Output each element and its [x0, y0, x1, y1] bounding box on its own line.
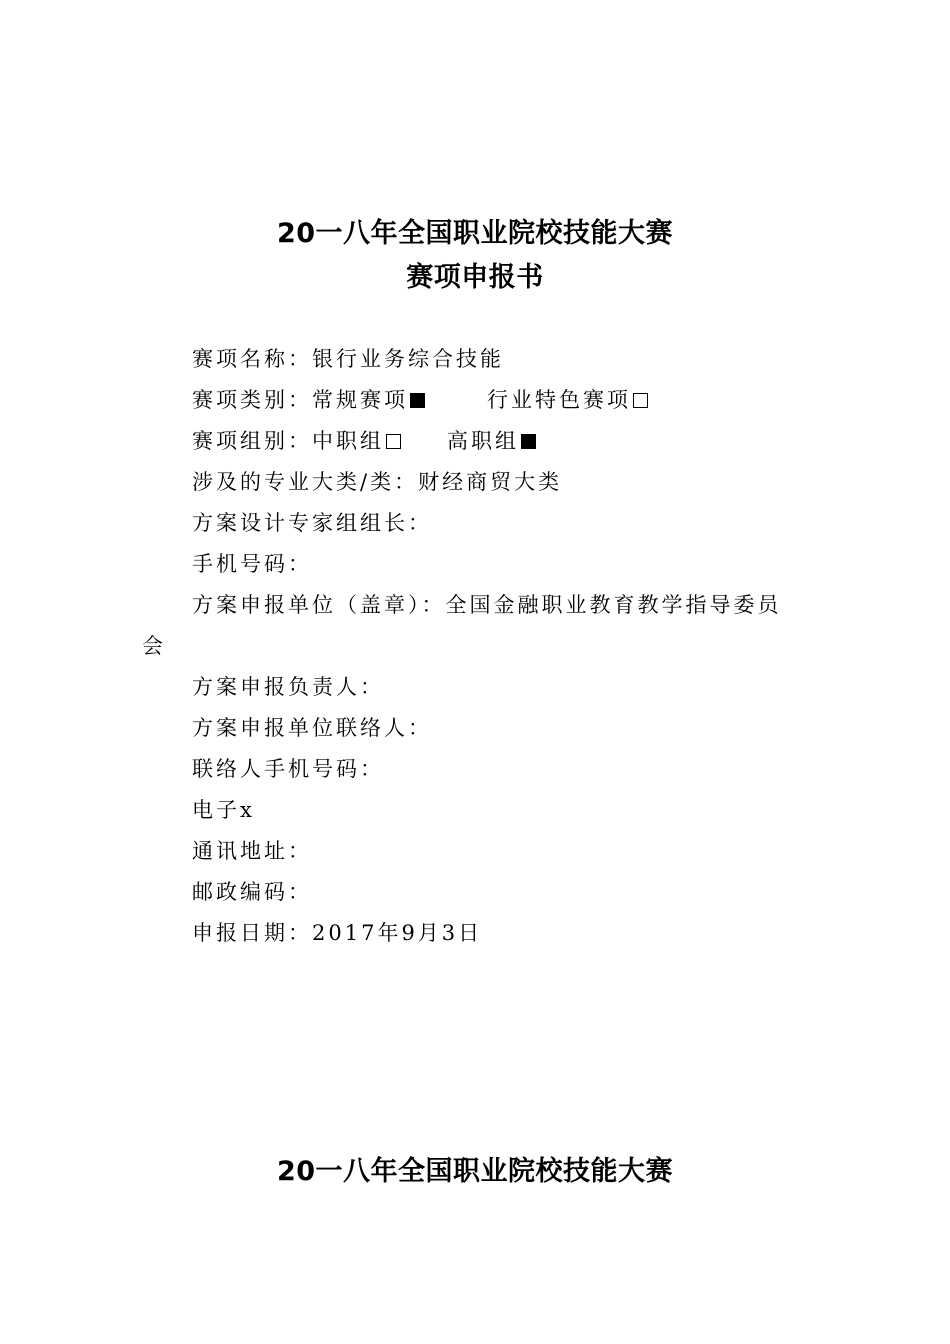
email-field: 电子x [192, 798, 255, 822]
event-category-option-regular: 常规赛项 [312, 388, 408, 412]
apply-date-field: 申报日期：2017年9月3日 [192, 921, 483, 945]
major-category-field: 涉及的专业大类/类：财经商贸大类 [192, 470, 563, 494]
contact-mobile-field: 联络人手机号码： [192, 757, 384, 781]
design-group-leader-field: 方案设计专家组组长： [192, 511, 432, 535]
event-category-option-industry: 行业特色赛项 [487, 388, 631, 412]
applicant-unit-field-continued: 会 [142, 634, 166, 658]
event-name-field: 赛项名称：银行业务综合技能 [192, 347, 504, 371]
event-group-field [192, 426, 536, 456]
event-group-option-higher: 高职组 [447, 429, 519, 453]
event-category-label: 赛项类别： [192, 388, 312, 412]
unchecked-box-icon [386, 434, 401, 449]
event-group-label: 赛项组别： [192, 429, 312, 453]
next-page-title: 20一八年全国职业院校技能大赛 [276, 1156, 674, 1187]
address-field: 通讯地址： [192, 839, 312, 863]
checked-box-icon [410, 393, 425, 408]
unchecked-box-icon [633, 393, 648, 408]
applicant-contact-field: 方案申报单位联络人： [192, 716, 432, 740]
postcode-field: 邮政编码： [192, 880, 312, 904]
checked-box-icon [521, 434, 536, 449]
document-title: 20一八年全国职业院校技能大赛 [276, 218, 674, 249]
event-group-option-secondary: 中职组 [312, 429, 384, 453]
mobile-phone-field: 手机号码： [192, 552, 312, 576]
event-category-field [192, 385, 648, 415]
document-subtitle: 赛项申报书 [406, 262, 544, 293]
applicant-unit-field: 方案申报单位（盖章）：全国金融职业教育教学指导委员 [192, 593, 782, 617]
applicant-person-field: 方案申报负责人： [192, 675, 384, 699]
